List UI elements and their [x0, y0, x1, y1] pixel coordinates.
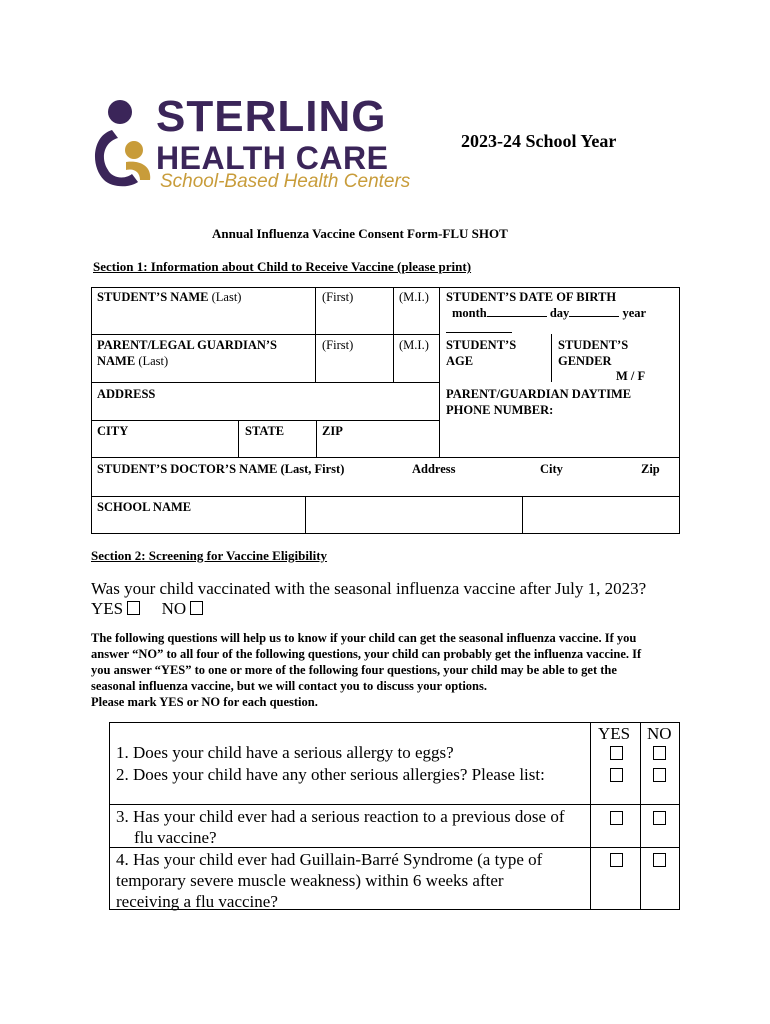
- vaccinated-answer: YES NO: [91, 598, 203, 620]
- gender-label-1: STUDENT’S: [558, 338, 629, 352]
- zip-label: ZIP: [322, 424, 343, 438]
- age-label-1: STUDENT’S: [446, 338, 517, 352]
- section1-heading: Section 1: Information about Child to Receive Vaccine (please print): [93, 259, 472, 274]
- doctor-name-label: STUDENT’S DOCTOR’S NAME (Last, First): [97, 462, 345, 476]
- form-title: Annual Influenza Vaccine Consent Form-FLU SHOT: [212, 226, 508, 241]
- q1-yes-checkbox[interactable]: [610, 746, 623, 760]
- question-1: 1. Does your child have a serious allergy to eggs?: [116, 743, 454, 762]
- student-first-label: (First): [322, 290, 354, 304]
- doctor-address-label: Address: [412, 462, 456, 476]
- question-2: 2. Does your child have any other serious allergies? Please list:: [116, 765, 545, 784]
- q3-yes-checkbox[interactable]: [610, 811, 623, 825]
- student-name-label: STUDENT’S NAME (Last): [97, 290, 242, 304]
- dob-label: STUDENT’S DATE OF BIRTH: [446, 290, 617, 304]
- people-icon: [90, 96, 160, 196]
- col-no-header: NO: [647, 724, 672, 743]
- city-label: CITY: [97, 424, 129, 438]
- school-year: 2023-24 School Year: [461, 131, 617, 151]
- dob-underline: [446, 332, 512, 333]
- q3-no-checkbox[interactable]: [653, 811, 666, 825]
- doctor-zip-label: Zip: [641, 462, 660, 476]
- dob-fields: month day year: [452, 306, 647, 320]
- vaccinated-yes-checkbox[interactable]: [127, 601, 140, 615]
- instructions: The following questions will help us to know if your child can get the seasonal influenza vaccine. If you answer “NO” to all four of the following questions, your child can probably get the influenza vaccine. If you answer “YES” to one or more of the following four questions, your child may be able to get the seasonal influenza vaccine, but we will contact you to discuss your options. Please mark YES or NO for each question.: [91, 631, 642, 709]
- logo-line-2: HEALTH CARE: [156, 140, 389, 176]
- parent-name-label-1: PARENT/LEGAL GUARDIAN’S: [97, 338, 277, 352]
- parent-first-label: (First): [322, 338, 354, 352]
- vaccinated-question: Was your child vaccinated with the seasonal influenza vaccine after July 1, 2023?: [91, 579, 647, 598]
- col-yes-header: YES: [598, 724, 631, 743]
- question-4-cont-1: temporary severe muscle weakness) within 6 weeks after: [116, 871, 504, 890]
- q4-yes-checkbox[interactable]: [610, 853, 623, 867]
- question-4-cont-2: receiving a flu vaccine?: [116, 892, 278, 911]
- age-label-2: AGE: [446, 354, 474, 368]
- vaccinated-no-checkbox[interactable]: [190, 601, 203, 615]
- gender-label-2: GENDER: [558, 354, 612, 368]
- question-3: 3. Has your child ever had a serious reaction to a previous dose of: [116, 807, 565, 826]
- logo: [90, 92, 420, 196]
- parent-mi-label: (M.I.): [399, 338, 429, 352]
- address-label: ADDRESS: [97, 387, 156, 401]
- state-label: STATE: [245, 424, 285, 438]
- question-4: 4. Has your child ever had Guillain-Barré Syndrome (a type of: [116, 850, 543, 869]
- gender-options: M / F: [616, 369, 646, 383]
- doctor-city-label: City: [540, 462, 563, 476]
- logo-line-3: School-Based Health Centers: [160, 171, 411, 192]
- phone-label-1: PARENT/GUARDIAN DAYTIME: [446, 387, 632, 401]
- school-name-label: SCHOOL NAME: [97, 500, 192, 514]
- section2-heading: Section 2: Screening for Vaccine Eligibility: [91, 548, 328, 563]
- phone-label-2: PHONE NUMBER:: [446, 403, 554, 417]
- q1-no-checkbox[interactable]: [653, 746, 666, 760]
- q4-no-checkbox[interactable]: [653, 853, 666, 867]
- logo-line-1: STERLING: [156, 92, 387, 141]
- question-3-cont: flu vaccine?: [134, 828, 217, 847]
- q2-yes-checkbox[interactable]: [610, 768, 623, 782]
- parent-name-label-2: NAME (Last): [97, 354, 169, 368]
- student-mi-label: (M.I.): [399, 290, 429, 304]
- q2-no-checkbox[interactable]: [653, 768, 666, 782]
